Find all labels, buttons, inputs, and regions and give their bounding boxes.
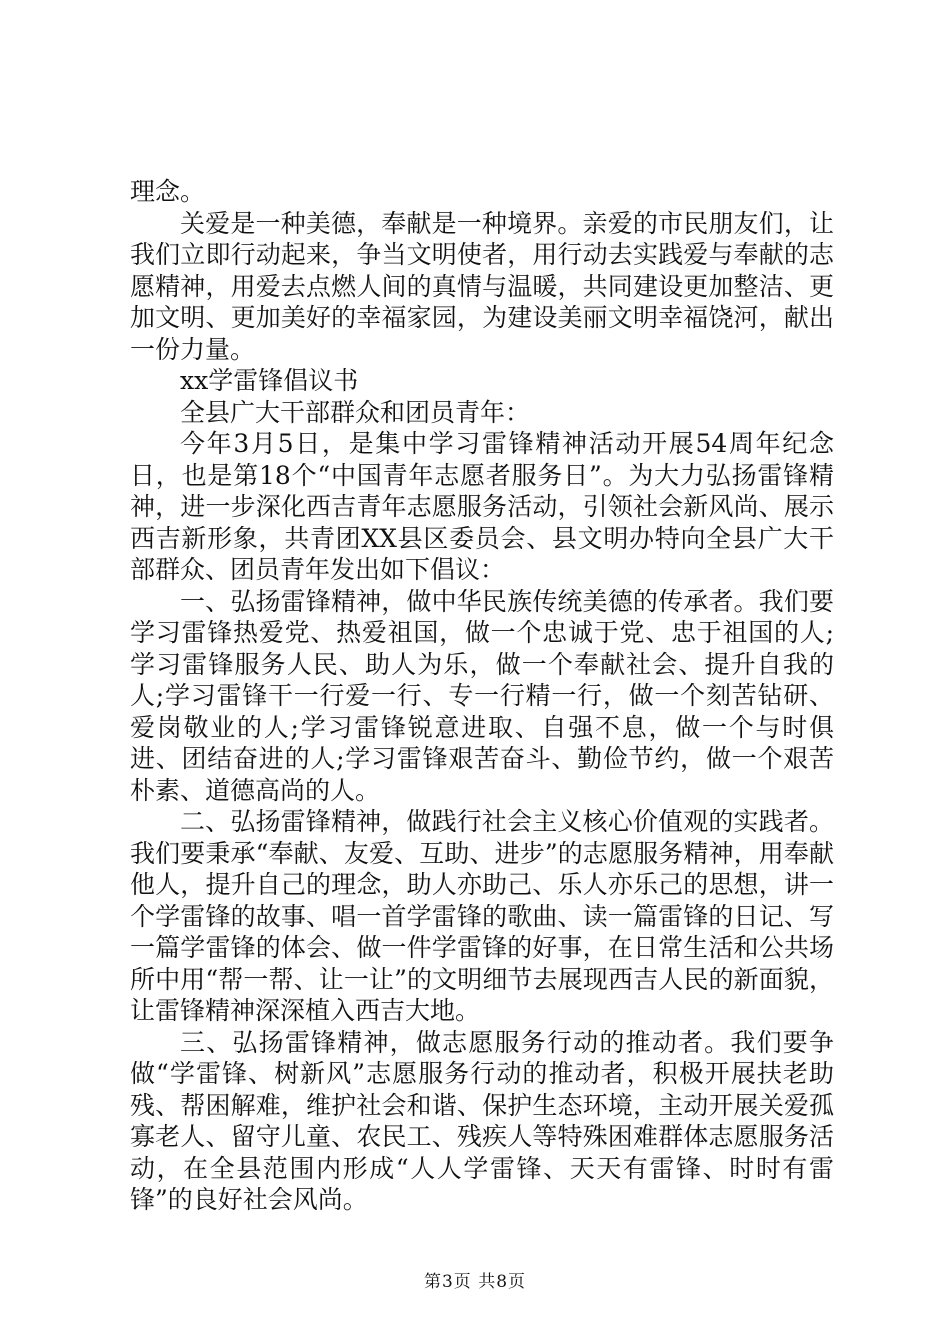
paragraph-item-three: 三、弘扬雷锋精神，做志愿服务行动的推动者。我们要争做“学雷锋、树新风”志愿服务行动的推动者，积极开展扶老助残、帮困解难，维护社会和谐、保护生态环境，主动开展关爱孤寡老人、留守儿童、农民工、残疾人等特殊困难群体志愿服务活动，在全县范围内形成“人人学雷锋、天天有雷锋、时时有雷锋”的良好社会风尚。 bbox=[130, 1027, 834, 1214]
paragraph-item-one: 一、弘扬雷锋精神，做中华民族传统美德的传承者。我们要学习雷锋热爱党、热爱祖国，做一个忠诚于党、忠于祖国的人;学习雷锋服务人民、助人为乐，做一个奉献社会、提升自我的人;学习雷锋干一行爱一行、专一行精一行，做一个刻苦钻研、爱岗敬业的人;学习雷锋锐意进取、自强不息，做一个与时俱进、团结奋进的人;学习雷锋艰苦奋斗、勤俭节约，做一个艰苦朴素、道德高尚的人。 bbox=[130, 586, 834, 805]
salutation: 全县广大干部群众和团员青年： bbox=[180, 397, 531, 427]
page-number-footer: 第3页 共8页 bbox=[423, 1272, 527, 1292]
paragraph-item-two: 二、弘扬雷锋精神，做践行社会主义核心价值观的实践者。我们要秉承“奉献、友爱、互助、进步”的志愿服务精神，用奉献他人，提升自己的理念，助人亦助己、乐人亦乐己的思想，讲一个学雷锋的故事、唱一首学雷锋的歌曲、读一篇雷锋的日记、写一篇学雷锋的体会、做一件学雷锋的好事，在日常生活和公共场所中用“帮一帮、让一让”的文明细节去展现西吉人民的新面貌，让雷锋精神深深植入西吉大地。 bbox=[130, 807, 834, 1025]
paragraph-introduction: 今年3月5日，是集中学习雷锋精神活动开展54周年纪念日，也是第18个“中国青年志愿者服务日”。为大力弘扬雷锋精神，进一步深化西吉青年志愿服务活动，引领社会新风尚、展示西吉新形象，共青团XX县区委员会、县文明办特向全县广大干部群众、团员青年发出如下倡议： bbox=[130, 429, 834, 584]
body-text bbox=[130, 176, 834, 1216]
paragraph-closing-appeal: 关爱是一种美德，奉献是一种境界。亲爱的市民朋友们，让我们立即行动起来，争当文明使者，用行动去实践爱与奉献的志愿精神，用爱去点燃人间的真情与温暖，共同建设更加整洁、更加文明、更加美好的幸福家园，为建设美丽文明幸福饶河，献出一份力量。 bbox=[130, 208, 834, 364]
paragraph-continuation: 理念。 bbox=[130, 177, 206, 206]
proposal-title: xx学雷锋倡议书 bbox=[180, 366, 359, 395]
